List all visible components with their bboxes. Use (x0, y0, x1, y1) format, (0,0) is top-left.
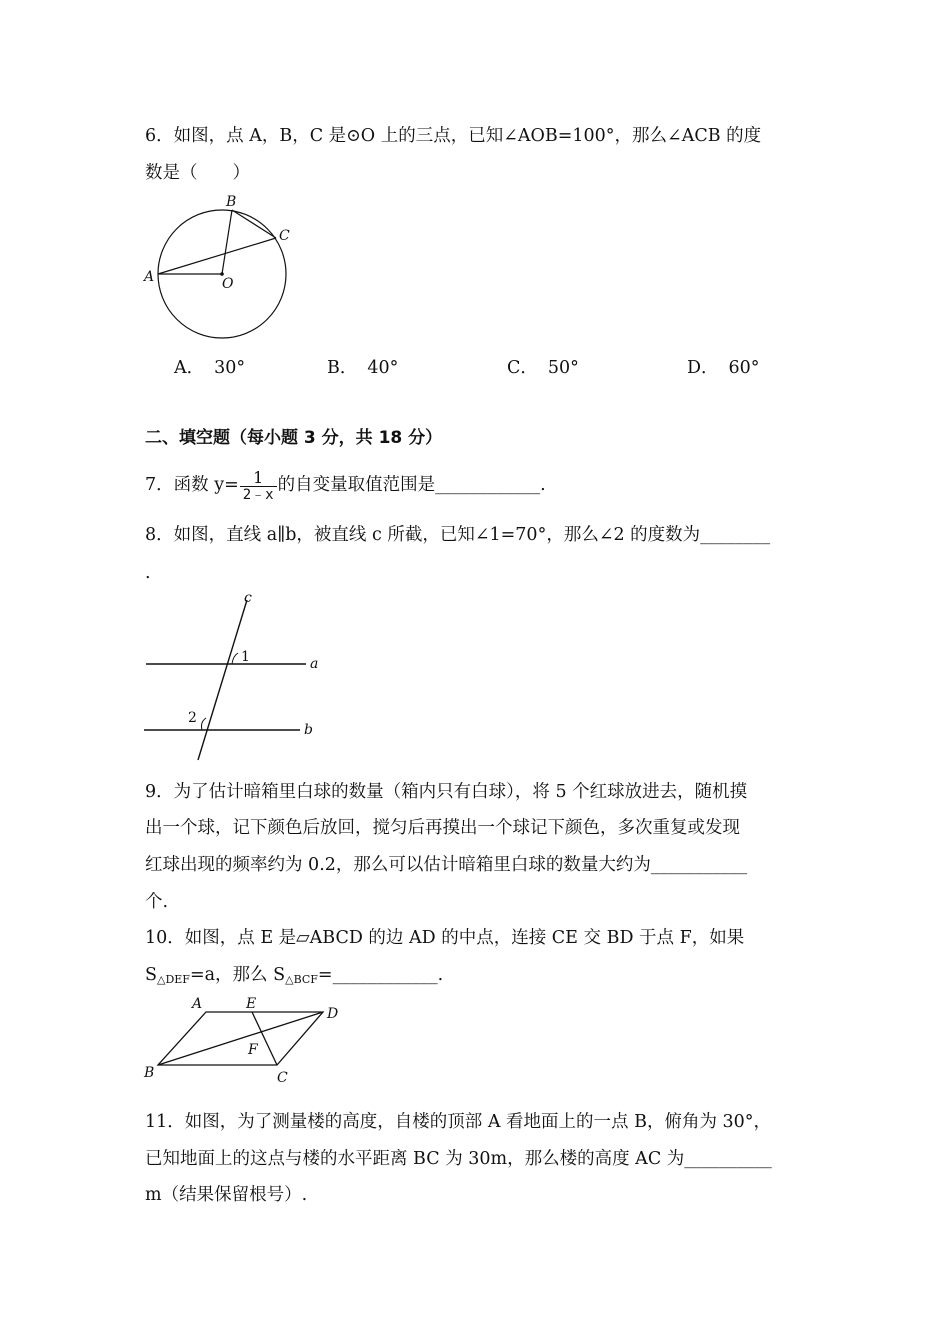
label-a: a (310, 656, 319, 672)
q7-text (145, 468, 546, 502)
q7-suffix: 的自变量取值范围是____________. (277, 475, 546, 495)
option-letter: A． (174, 358, 205, 378)
q6-option-d[interactable] (687, 356, 760, 380)
option-value: 40° (367, 358, 399, 378)
label-f: F (248, 1042, 258, 1058)
label-c: C (277, 1070, 288, 1086)
q9-text-line3: 红球出现的频率约为 0.2，那么可以估计暗箱里白球的数量大约为___________ (145, 855, 748, 875)
subscript-def: △DEF (157, 973, 190, 986)
label-d: D (327, 1006, 339, 1022)
q6-circle-figure (140, 190, 310, 350)
fraction-numerator: 1 (240, 470, 277, 487)
option-value: 60° (728, 358, 760, 378)
subscript-bcf: △BCF (285, 973, 318, 986)
fraction-denominator: 2﹣x (242, 486, 274, 503)
segment-ac (158, 238, 276, 274)
q8-text-line1: 8．如图，直线 a∥b，被直线 c 所截，已知∠1=70°，那么∠2 的度数为________ (145, 525, 771, 545)
q10-text-line2 (145, 963, 443, 992)
q10-text-line1: 10．如图，点 E 是▱ABCD 的边 AD 的中点，连接 CE 交 BD 于点 F，如果 (145, 928, 745, 948)
option-value: 50° (547, 358, 579, 378)
angle-2-arc (202, 718, 207, 730)
label-b: B (226, 194, 237, 210)
label-a: A (192, 996, 203, 1012)
area-symbol: S (145, 965, 157, 985)
label-o: O (222, 276, 234, 292)
q10-end: =____________. (317, 965, 444, 985)
q7-fraction (240, 467, 277, 503)
q9-text-line1: 9．为了估计暗箱里白球的数量（箱内只有白球），将 5 个红球放进去，随机摸 (145, 782, 748, 802)
label-a: A (144, 269, 155, 285)
option-value: 30° (214, 358, 246, 378)
option-letter: D． (687, 358, 719, 378)
segment-bc (232, 210, 276, 238)
q11-text-line3: m（结果保留根号）. (145, 1185, 308, 1205)
q9-text-line2: 出一个球，记下颜色后放回，搅匀后再摸出一个球记下颜色，多次重复或发现 (145, 818, 740, 838)
label-angle-1: 1 (241, 649, 250, 665)
angle-1-arc (232, 653, 238, 664)
q7-prefix: 7．函数 y= (145, 475, 239, 495)
label-b: b (304, 722, 313, 738)
segment-ob (222, 210, 232, 274)
q11-text-line2: 已知地面上的这点与楼的水平距离 BC 为 30m，那么楼的高度 AC 为__________ (145, 1149, 772, 1169)
section-title: 二、填空题（每小题 3 分，共 18 分） (145, 428, 443, 448)
line-c (198, 600, 247, 760)
q6-text-line2: 数是（ ） (145, 163, 250, 183)
q9-text-line4: 个. (145, 892, 169, 912)
q11-text-line1: 11．如图，为了测量楼的高度，自楼的顶部 A 看地面上的一点 B，俯角为 30°， (145, 1112, 772, 1132)
q10-mid: =a，那么 S (189, 965, 286, 985)
q10-parallelogram-figure (140, 995, 350, 1085)
q6-option-b[interactable] (327, 356, 398, 380)
label-b: B (144, 1065, 155, 1081)
label-e: E (246, 996, 257, 1012)
option-letter: C． (507, 358, 538, 378)
option-letter: B． (327, 358, 358, 378)
q8-parallel-lines-figure (140, 590, 330, 765)
q8-text-line2: . (145, 563, 151, 583)
label-angle-2: 2 (188, 710, 197, 726)
q6-text-line1: 6．如图，点 A，B，C 是⊙O 上的三点，已知∠AOB=100°，那么∠ACB 的度 (145, 126, 762, 146)
label-c: C (279, 228, 290, 244)
q6-option-c[interactable] (507, 356, 579, 380)
q6-option-a[interactable] (174, 356, 245, 380)
label-c: c (244, 590, 252, 606)
